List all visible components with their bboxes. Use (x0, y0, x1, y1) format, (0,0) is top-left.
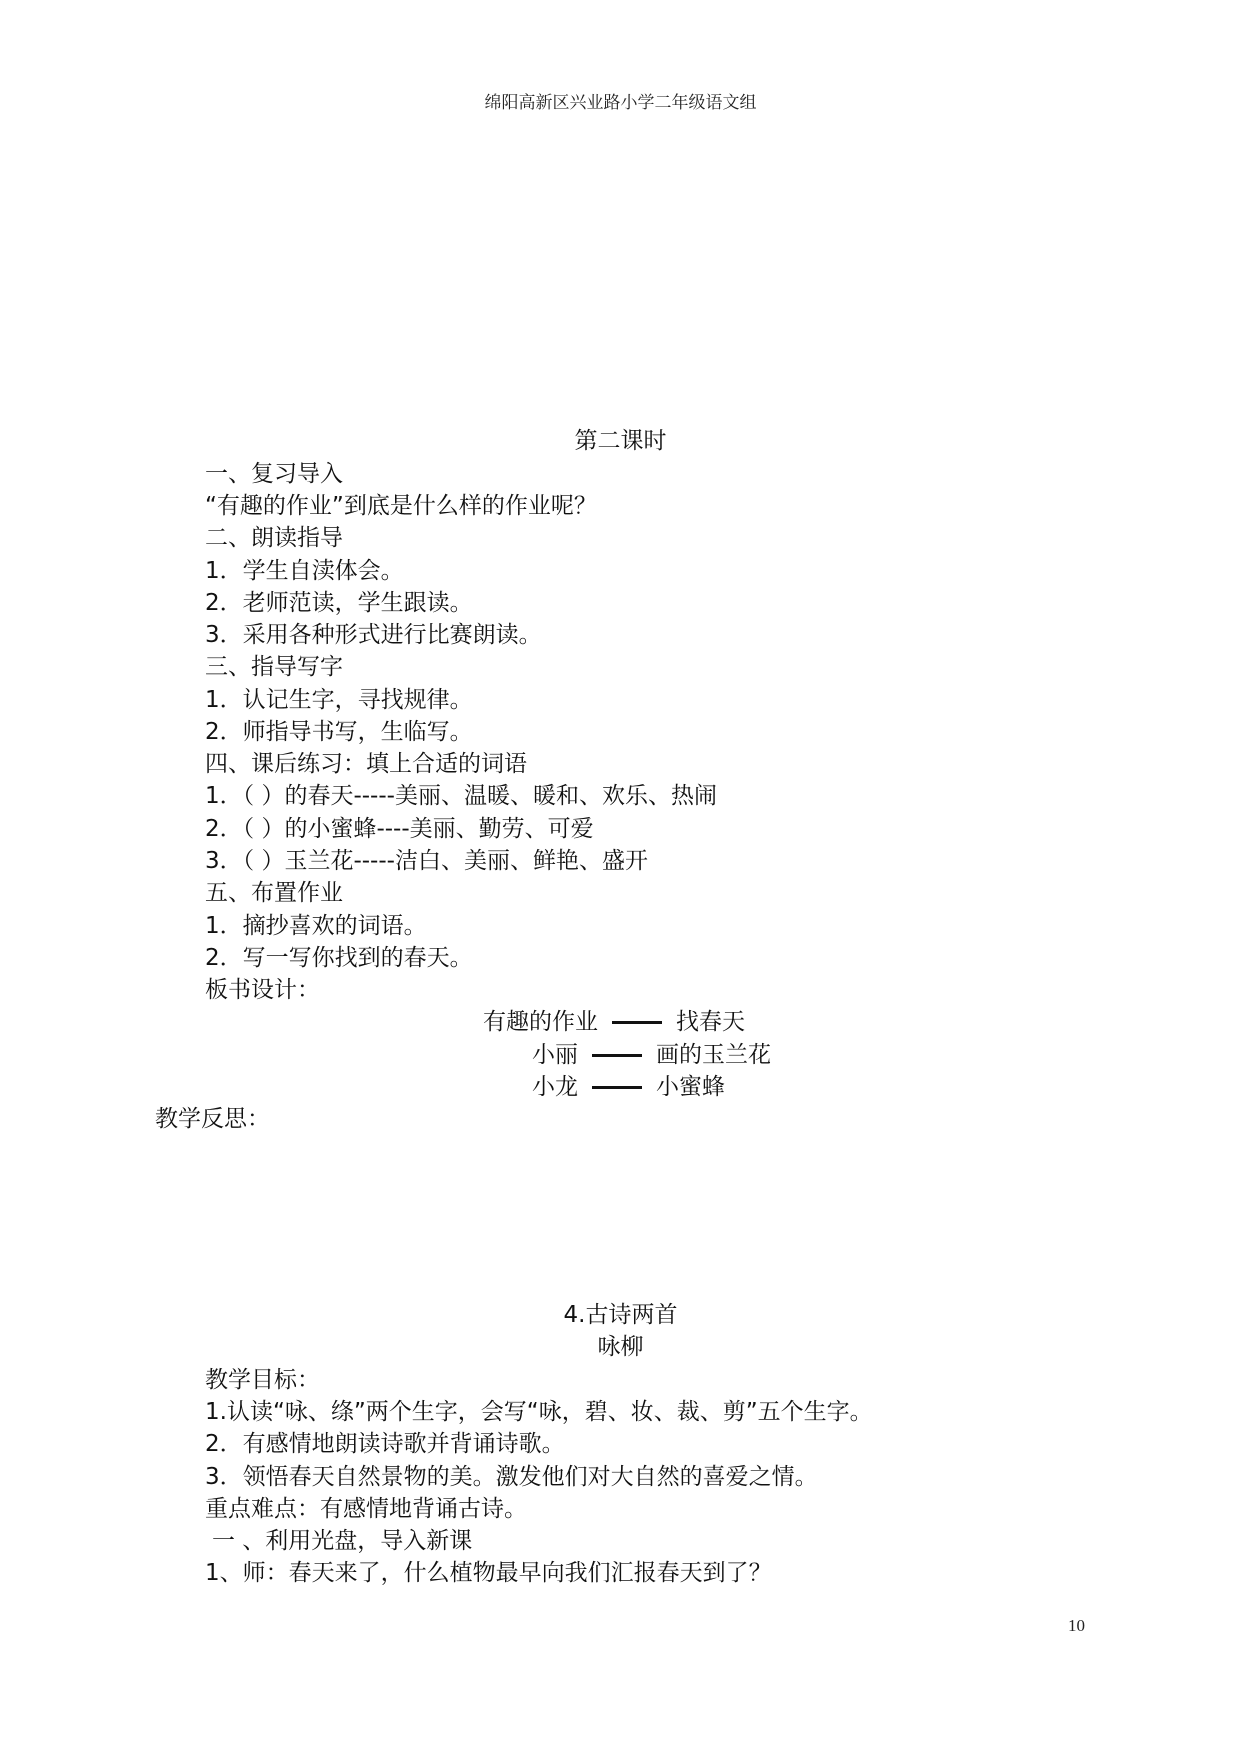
lesson-title: 第二课时 (574, 428, 667, 454)
dash-line (592, 1054, 642, 1057)
section-heading: 二、朗读指导 (205, 525, 343, 551)
section-heading: 三、指导写字 (205, 654, 343, 680)
dash-line (612, 1021, 662, 1024)
section-heading: 一、复习导入 (205, 461, 343, 487)
board-line (532, 1071, 725, 1103)
list-item: 3．采用各种形式进行比赛朗读。 (205, 622, 542, 648)
list-item: 2．有感情地朗读诗歌并背诵诗歌。 (205, 1431, 565, 1457)
section-heading: 重点难点：有感情地背诵古诗。 (205, 1496, 527, 1522)
list-item: 2．老师范读，学生跟读。 (205, 590, 473, 616)
list-item: 1．（ ）的春天-----美丽、温暖、暖和、欢乐、热闹 (205, 783, 717, 809)
board-right: 画的玉兰花 (656, 1042, 771, 1068)
list-item: 2．师指导书写，生临写。 (205, 719, 473, 745)
board-left: 小龙 (532, 1074, 578, 1100)
page-header: 绵阳高新区兴业路小学二年级语文组 (484, 93, 757, 113)
list-item: 3．（ ）玉兰花-----洁白、美丽、鲜艳、盛开 (205, 848, 648, 874)
list-item: 3．领悟春天自然景物的美。激发他们对大自然的喜爱之情。 (205, 1464, 818, 1490)
section-heading: 板书设计： (205, 977, 320, 1003)
board-left: 小丽 (532, 1042, 578, 1068)
board-right: 找春天 (676, 1009, 745, 1035)
section-heading: 一 、利用光盘，导入新课 (212, 1528, 473, 1554)
dash-line (592, 1086, 642, 1089)
board-line (532, 1039, 771, 1071)
page-number: 10 (1068, 1616, 1085, 1635)
section-heading: 五、布置作业 (205, 880, 343, 906)
reflection-label: 教学反思： (155, 1106, 270, 1132)
poem-title: 咏柳 (597, 1334, 644, 1360)
lesson-title: 4.古诗两首 (563, 1302, 678, 1328)
text-line: “有趣的作业”到底是什么样的作业呢？ (205, 493, 597, 519)
board-right: 小蜜蜂 (656, 1074, 725, 1100)
list-item: 1．学生自渎体会。 (205, 558, 404, 584)
list-item: 2．写一写你找到的春天。 (205, 945, 473, 971)
list-item: 1.认读“咏、绦”两个生字，会写“咏，碧、妆、裁、剪”五个生字。 (205, 1399, 873, 1425)
board-line (483, 1006, 745, 1038)
board-left: 有趣的作业 (483, 1009, 598, 1035)
list-item: 2．（ ）的小蜜蜂----美丽、勤劳、可爱 (205, 816, 594, 842)
list-item: 1、师：春天来了，什么植物最早向我们汇报春天到了？ (205, 1560, 772, 1586)
section-heading: 教学目标： (205, 1367, 320, 1393)
list-item: 1．认记生字，寻找规律。 (205, 687, 473, 713)
section-heading: 四、课后练习：填上合适的词语 (205, 751, 527, 777)
list-item: 1．摘抄喜欢的词语。 (205, 913, 427, 939)
